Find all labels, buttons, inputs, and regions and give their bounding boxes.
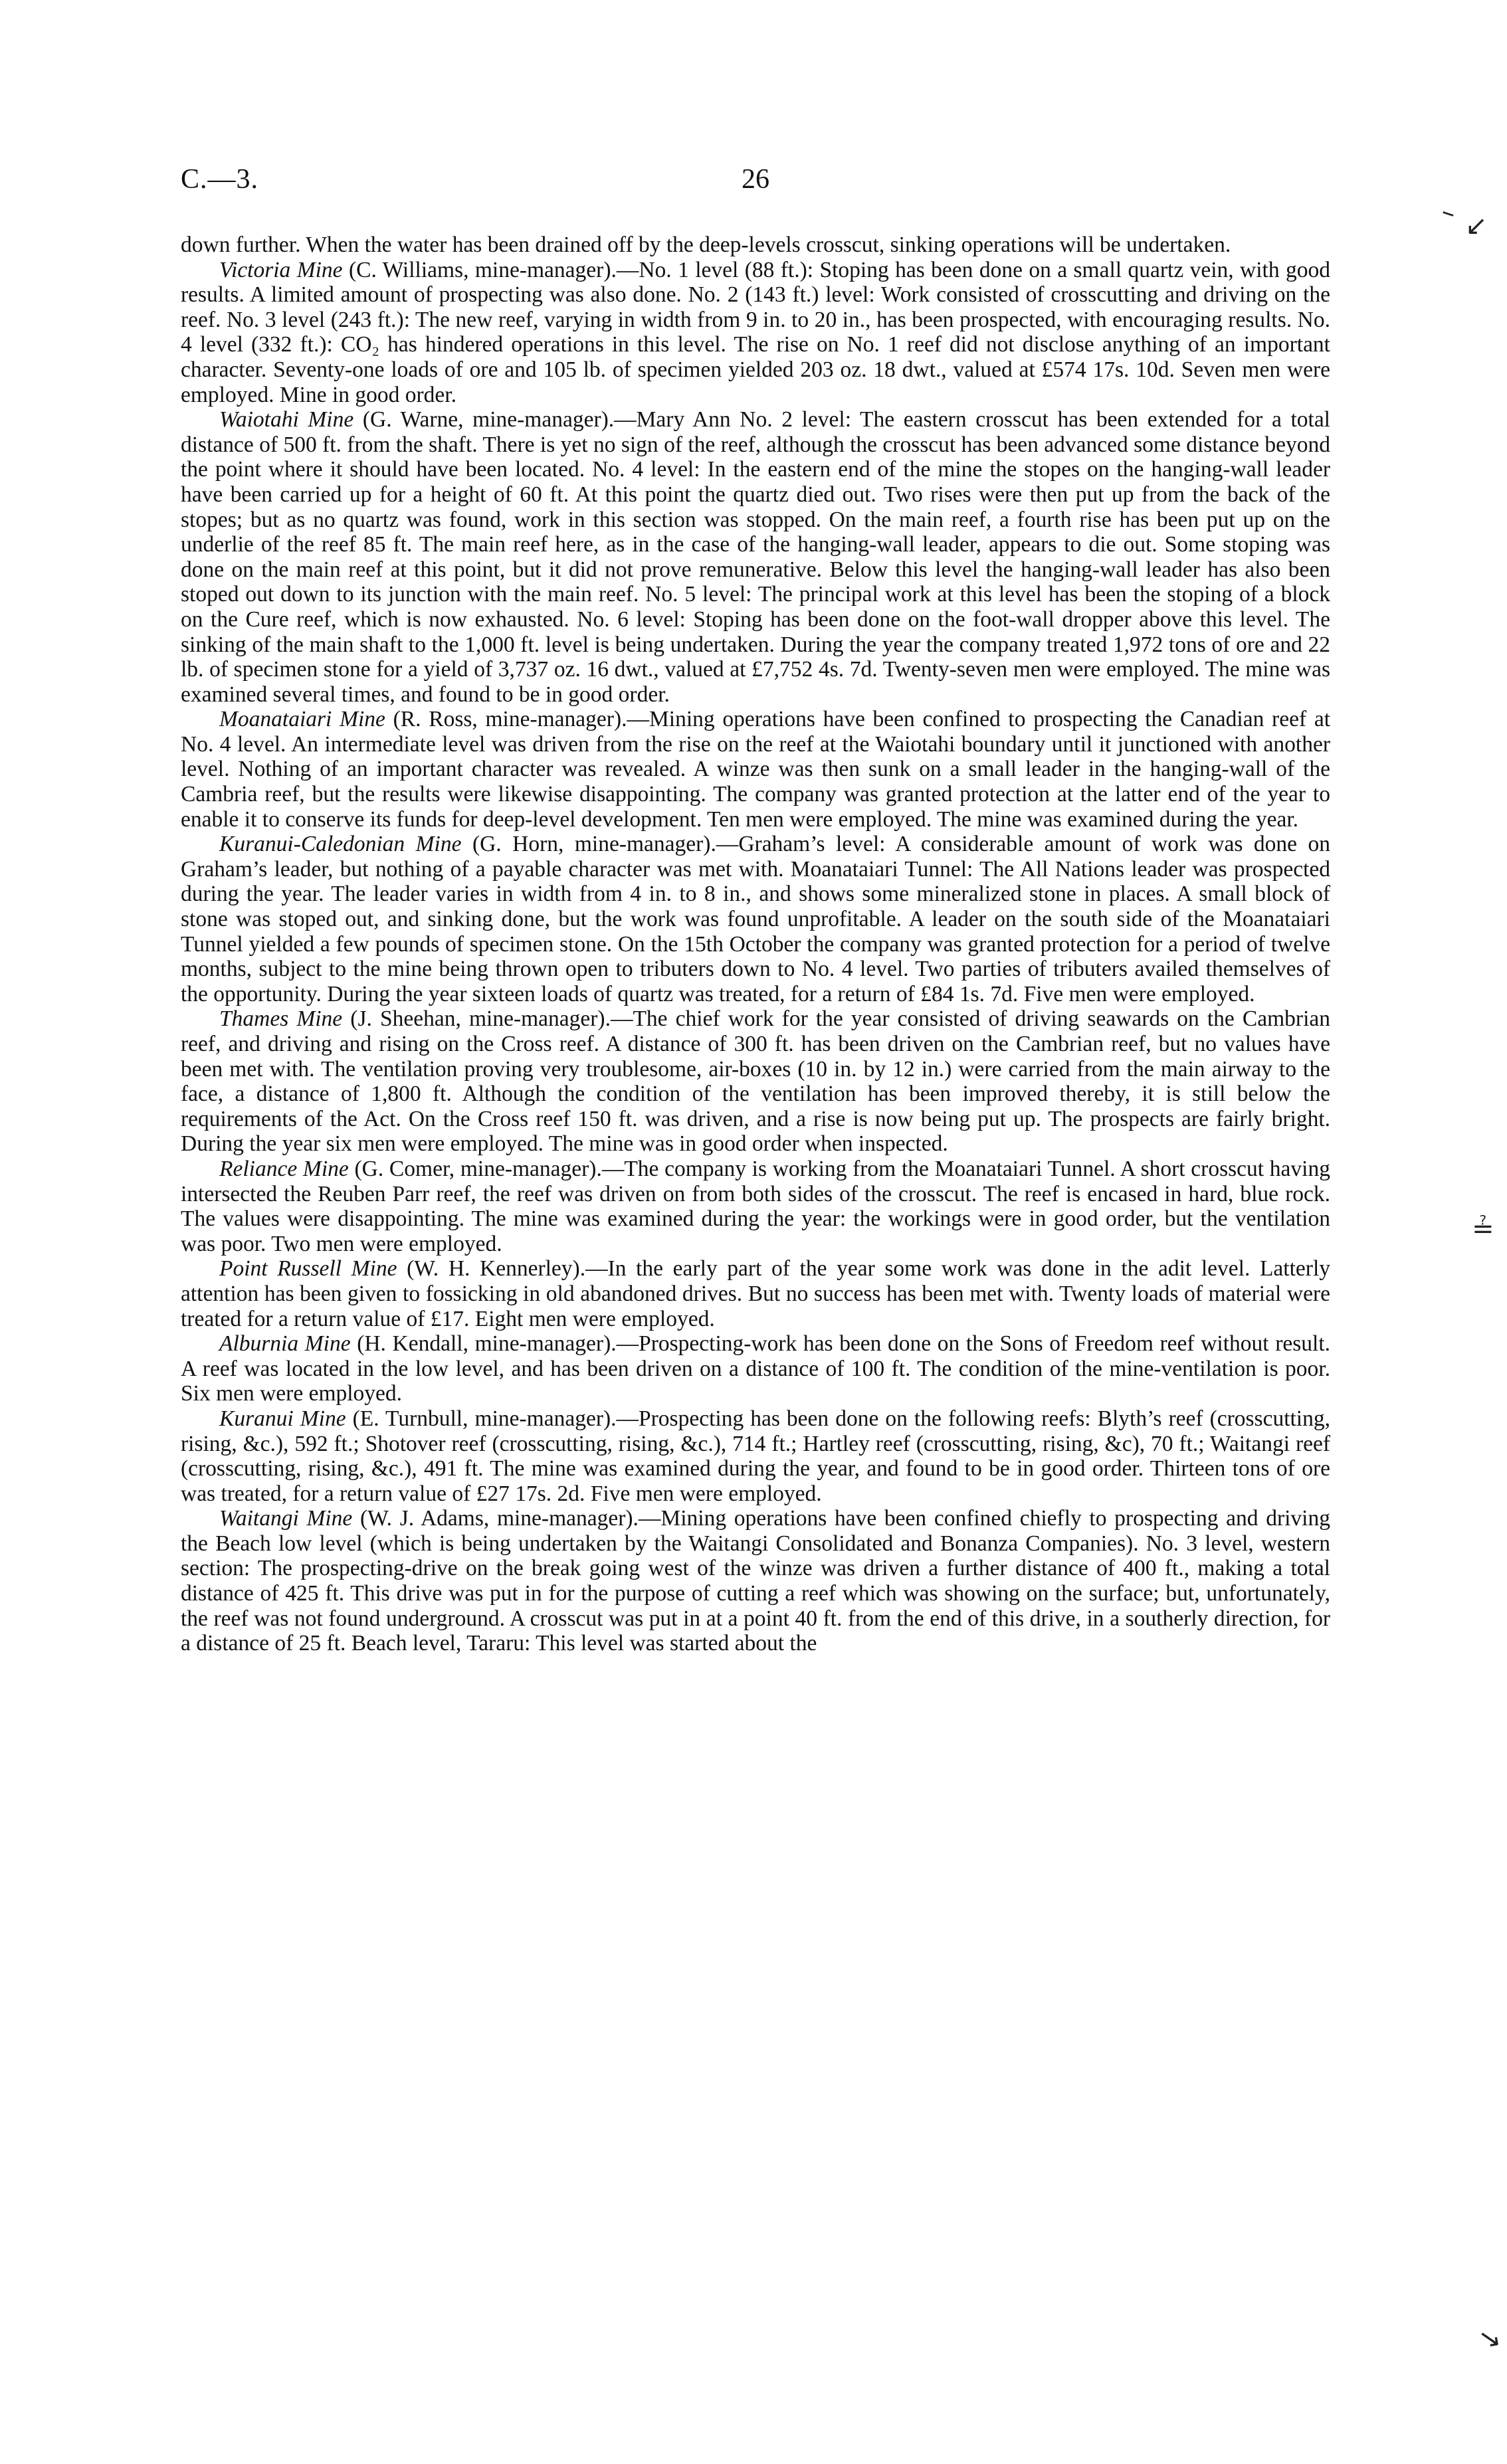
paragraph — [181, 832, 1330, 1006]
paragraph-text: (W. J. Adams, mine-manager).—Mining operations have been confined chiefly to prospecting and driving the Beach low level (which is being undertaken by the Waitangi Consolidated and Bonanza Companies). No. 3 level, western section: The prospecting-drive on the break going west of the winze was driven a further distance of 400 ft., making a total distance of 425 ft. This drive was put in for the purpose of cutting a reef which was showing on the surface; but, unfortunately, the reef was not found underground. A crosscut was put in at a point 40 ft. from the end of this drive, in a southerly direction, for a distance of 25 ft. Beach level, Tararu: This level was started about the — [181, 1506, 1330, 1656]
paragraph — [181, 258, 1330, 408]
mine-name: Point Russell Mine — [219, 1256, 397, 1281]
mine-name: Kuranui-Caledonian Mine — [219, 832, 462, 857]
paragraph — [181, 707, 1330, 832]
page-number: 26 — [742, 164, 769, 195]
mine-name: Kuranui Mine — [219, 1406, 346, 1431]
paragraph-text: (E. Turnbull, mine-manager).—Prospecting has been done on the following reefs: Blyth’s reef (crosscutting, rising, &c.), 592 ft.; Shotover reef (crosscutting, rising, &c.), 714 ft.; Hartley reef (crosscutting, rising, &c), 70 ft.; Waitangi reef (crosscutting, rising, &c.), 491 ft. The mine was examined during the year, and found to be in good order. Thirteen tons of ore was treated, for a return value of £27 17s. 2d. Five men were employed. — [181, 1406, 1330, 1506]
paragraph — [181, 233, 1330, 258]
mine-name: Thames Mine — [219, 1006, 343, 1032]
margin-mark-icon: ≟ — [1472, 1214, 1494, 1244]
paragraph — [181, 407, 1330, 707]
margin-mark-icon: – — [1437, 196, 1460, 229]
paragraph — [181, 1406, 1330, 1506]
mine-name: Victoria Mine — [219, 257, 343, 282]
paragraph — [181, 1006, 1330, 1157]
paragraph-text: (H. Kendall, mine-manager).—Prospecting-work has been done on the Sons of Freedom reef without result. A reef was located in the low level, and has been driven on a distance of 100 ft. The condition of the mine-ventilation is poor. Six men were employed. — [181, 1331, 1330, 1406]
paragraph-text: (C. Williams, mine-manager).—No. 1 level (88 ft.): Stoping has been done on a small quartz vein, with good results. A limited amount of prospecting was also done. No. 2 (143 ft.) level: Work consisted of crosscutting and driving on the reef. No. 3 level (243 ft.): The new reef, varying in width from 9 in. to 20 in., has been prospected, with encouraging results. No. 4 level (332 ft.): CO₂ has hindered operations in this level. The rise on No. 1 reef did not disclose anything of an important character. Seventy-one loads of ore and 105 lb. of specimen yielded 203 oz. 18 dwt., valued at £574 17s. 10d. Seven men were employed. Mine in good order. — [181, 257, 1331, 407]
page-header — [181, 163, 1330, 203]
paragraph — [181, 1256, 1330, 1331]
paragraph-text: (R. Ross, mine-manager).—Mining operations have been confined to prospecting the Canadian reef at No. 4 level. An intermediate level was driven from the rise on the reef at the Waiotahi boundary until it junctioned with another level. Nothing of an important character was revealed. A winze was then sunk on a small leader in the hanging-wall of the Cambria reef, but the results were likewise disappointing. The company was granted protection at the latter end of the year to enable it to conserve its funds for deep-level development. Ten men were employed. The mine was examined during the year. — [181, 707, 1331, 832]
body-text — [181, 233, 1330, 1656]
margin-mark-icon: ↙ — [1465, 211, 1488, 241]
paragraph-text: (J. Sheehan, mine-manager).—The chief work for the year consisted of driving seawards on the Cambrian reef, and driving and rising on the Cross reef. A distance of 300 ft. has been driven on the Cambrian reef, but no values have been met with. The ventilation proving very troublesome, air-boxes (10 in. by 12 in.) were carried from the main airway to the face, a distance of 1,800 ft. Although the condition of the ventilation has been improved thereby, it is still below the requirements of the Act. On the Cross reef 150 ft. was driven, and a rise is now being put up. The prospects are fairly bright. During the year six men were employed. The mine was in good order when inspected. — [181, 1006, 1331, 1157]
document-code: C.—3. — [181, 164, 259, 195]
paragraph-text: (G. Horn, mine-manager).—Graham’s level: A considerable amount of work was done on Graham’s leader, but nothing of a payable character was met with. Moanataiari Tunnel: The All Nations leader was prospected during the year. The leader varies in width from 4 in. to 8 in., and shows some mineralized stone in places. A small block of stone was stoped out, and sinking done, but the work was found unprofitable. A leader on the south side of the Moanataiari Tunnel yielded a few pounds of specimen stone. On the 15th October the company was granted protection for a period of twelve months, subject to the mine being thrown open to tributers down to No. 4 level. Two parties of tributers availed themselves of the opportunity. During the year sixteen loads of quartz was treated, for a return of £84 1s. 7d. Five men were employed. — [181, 832, 1330, 1006]
paragraph — [181, 1331, 1330, 1406]
mine-name: Waiotahi Mine — [219, 407, 354, 432]
paragraph-text: (W. H. Kennerley).—In the early part of the year some work was done in the adit level. Latterly attention has been given to fossicking in old abandoned drives. But no success has been met with. Twenty loads of material were treated for a return value of £17. Eight men were employed. — [181, 1256, 1331, 1331]
paragraph-text: (G. Comer, mine-manager).—The company is working from the Moanataiari Tunnel. A short crosscut having intersected the Reuben Parr reef, the reef was driven on from both sides of the crosscut. The reef is encased in hard, blue rock. The values were disappointing. The mine was examined during the year: the workings were in good order, but the ventilation was poor. Two men were employed. — [181, 1156, 1330, 1256]
paragraph-text: (G. Warne, mine-manager).—Mary Ann No. 2 level: The eastern crosscut has been extended for a total distance of 500 ft. from the shaft. There is yet no sign of the reef, although the crosscut has been advanced some distance beyond the point where it should have been located. No. 4 level: In the eastern end of the mine the stopes on the hanging-wall leader have been carried up for a height of 60 ft. At this point the quartz died out. Two rises were then put up from the back of the stopes; but as no quartz was found, work in this section was stopped. On the main reef, a fourth rise has been put up on the underlie of the reef 85 ft. The main reef here, as in the case of the hanging-wall leader, appears to die out. Some stoping was done on the main reef at this point, but it did not prove remunerative. Below this level the hanging-wall leader has also been stoped out down to its junction with the main reef. No. 5 level: The principal work at this level has been the stoping of a block on the Cure reef, which is now exhausted. No. 6 level: Stoping has been done on the foot-wall dropper above this level. The sinking of the main shaft to the 1,000 ft. level is being undertaken. During the year the company treated 1,972 tons of ore and 22 lb. of specimen stone for a yield of 3,737 oz. 16 dwt., valued at £7,752 4s. 7d. Twenty-seven men were employed. The mine was examined several times, and found to be in good order. — [181, 407, 1330, 707]
mine-name: Waitangi Mine — [219, 1506, 353, 1531]
mine-name: Reliance Mine — [219, 1156, 349, 1181]
mine-name: Alburnia Mine — [219, 1331, 351, 1357]
paragraph — [181, 1506, 1330, 1656]
margin-mark-icon: ↘ — [1476, 2321, 1504, 2356]
paragraph-text: down further. When the water has been drained off by the deep-levels crosscut, sinking operations will be undertaken. — [181, 233, 1231, 257]
mine-name: Moanataiari Mine — [219, 707, 385, 732]
paragraph — [181, 1157, 1330, 1256]
